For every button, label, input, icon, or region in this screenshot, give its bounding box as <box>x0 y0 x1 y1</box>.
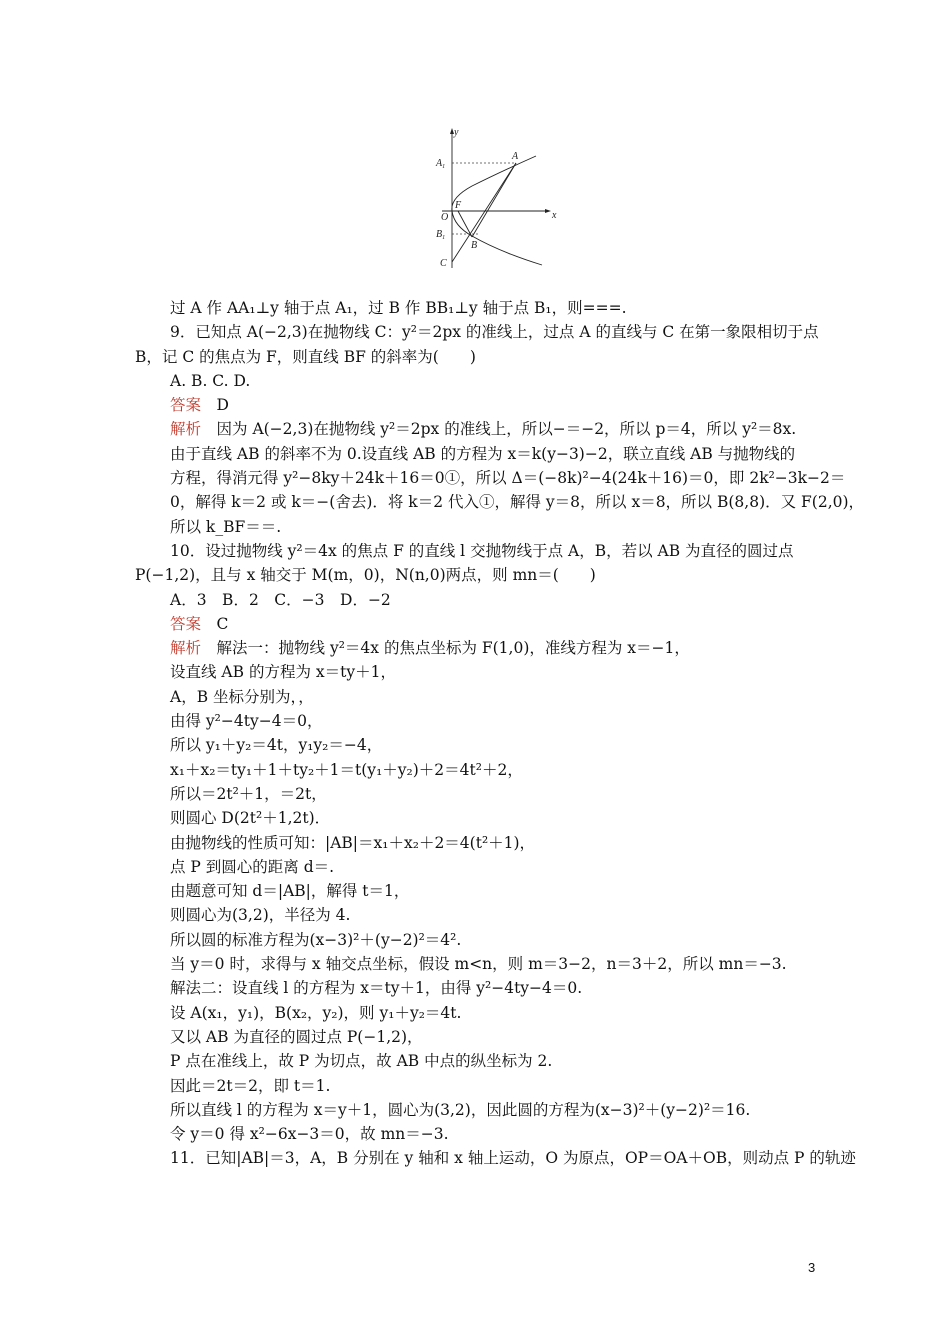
text-line: 点 P 到圆心的距离 d＝. <box>170 857 335 876</box>
label-C: C <box>440 258 447 269</box>
text-line: 设 A(x₁，y₁)，B(x₂，y₂)，则 y₁＋y₂＝4t. <box>170 1003 462 1022</box>
label-A: A <box>512 151 519 162</box>
segment-F-B <box>458 211 472 237</box>
parabola-figure <box>420 126 560 272</box>
text-line: 由题意可知 d＝|AB|，解得 t＝1， <box>170 882 410 901</box>
text-line: 因此＝2t＝2，即 t＝1. <box>170 1076 331 1095</box>
text-line: 所以圆的标准方程为(x−3)²＋(y−2)²＝4². <box>170 930 462 949</box>
text-line: 所以 y₁＋y₂＝4t，y₁y₂＝−4， <box>170 736 383 755</box>
analysis-line: 解析 解法一：抛物线 y²＝4x 的焦点坐标为 F(1,0)，准线方程为 x＝−1， <box>170 639 690 658</box>
section-tag: 答案 <box>170 614 202 633</box>
text-line: P(−1,2)，且与 x 轴交于 M(m，0)，N(n,0)两点，则 mn＝( ) <box>135 566 596 585</box>
text-line: P 点在准线上，故 P 为切点，故 AB 中点的纵坐标为 2. <box>170 1052 553 1071</box>
analysis-line: 解析 因为 A(−2,3)在抛物线 y²＝2px 的准线上，所以−＝−2，所以 p＝4，所以 y²＝8x. <box>170 420 797 439</box>
label-y: y <box>454 127 459 138</box>
text-line: 由于直线 AB 的斜率不为 0.设直线 AB 的方程为 x＝k(y−3)−2，联立直线 AB 与抛物线的 <box>170 444 796 463</box>
label-x: x <box>552 210 557 221</box>
text-line: 解法二：设直线 l 的方程为 x＝ty＋1，由得 y²−4ty−4＝0. <box>170 979 583 998</box>
text-line: 设直线 AB 的方程为 x＝ty＋1， <box>170 663 396 682</box>
text-line: 令 y＝0 得 x²−6x−3＝0，故 mn＝−3. <box>170 1125 449 1144</box>
section-tag: 解析 <box>170 639 202 658</box>
question-10: 10．设过抛物线 y²＝4x 的焦点 F 的直线 l 交抛物线于点 A，B，若以 AB 为直径的圆过点 <box>170 541 794 560</box>
page-number: 3 <box>808 1260 816 1275</box>
label-B: B <box>471 240 478 251</box>
answer-options: A. B. C. D. <box>170 371 251 390</box>
text-line: 所以直线 l 的方程为 x＝y＋1，圆心为(3,2)，因此圆的方程为(x−3)²＋(y−2)²＝16. <box>170 1100 751 1119</box>
text-line: 0，解得 k＝2 或 k＝−(舍去)．将 k＝2 代入①，解得 y＝8，所以 x＝8，所以 B(8,8)．又 F(2,0)， <box>170 493 865 512</box>
text-line: B，记 C 的焦点为 F，则直线 BF 的斜率为( ) <box>135 347 476 366</box>
text-line: 则圆心为(3,2)，半径为 4. <box>170 906 351 925</box>
text-line: 由得 y²−4ty−4＝0， <box>170 712 323 731</box>
label-F: F <box>455 200 462 211</box>
question-9: 9．已知点 A(−2,3)在抛物线 C：y²＝2px 的准线上，过点 A 的直线与 C 在第一象限相切于点 <box>170 323 819 342</box>
text-line: 所以＝2t²＋1，＝2t， <box>170 784 327 803</box>
text-line: 当 y＝0 时，求得与 x 轴交点坐标，假设 m<n，则 m＝3−2，n＝3＋2，所以 mn＝−3. <box>170 955 787 974</box>
segment-A-B <box>472 163 516 237</box>
text-line: 过 A 作 AA₁⊥y 轴于点 A₁，过 B 作 BB₁⊥y 轴于点 B₁，则===. <box>170 299 627 317</box>
text-line: x₁＋x₂＝ty₁＋1＋ty₂＋1＝t(y₁＋y₂)＋2＝4t²＋2， <box>170 760 523 779</box>
text-line: 所以 k_BF＝＝. <box>170 517 282 536</box>
text-line: 由抛物线的性质可知：|AB|＝x₁＋x₂＋2＝4(t²＋1)， <box>170 833 536 852</box>
x-axis-arrow <box>545 209 551 213</box>
text-line: 则圆心 D(2t²＋1,2t)． <box>170 809 331 828</box>
text-line: 又以 AB 为直径的圆过点 P(−1,2)， <box>170 1027 423 1046</box>
section-tag: 答案 <box>170 396 202 415</box>
question-11: 11．已知|AB|＝3，A，B 分别在 y 轴和 x 轴上运动，O 为原点，OP＝OA＋OB，则动点 P 的轨迹 <box>170 1149 856 1168</box>
segment-C-A <box>452 163 516 262</box>
label-B1: $B_1$ <box>436 229 446 241</box>
text-line: 方程，得消元得 y²−8ky＋24k＋16＝0①，所以 Δ＝(−8k)²−4(24k＋16)＝0，即 2k²−3k−2＝ <box>170 469 846 488</box>
label-A1: $A_1$ <box>436 158 446 170</box>
answer-line: 答案 C <box>170 614 229 633</box>
answer-line: 答案 D <box>170 396 229 415</box>
label-O: O <box>441 212 449 223</box>
document-body <box>135 296 865 1171</box>
parabola-curve <box>452 156 542 265</box>
section-tag: 解析 <box>170 420 202 439</box>
answer-options: A．3 B．2 C．−3 D．−2 <box>170 590 391 609</box>
text-line: A，B 坐标分别为，， <box>170 687 314 706</box>
